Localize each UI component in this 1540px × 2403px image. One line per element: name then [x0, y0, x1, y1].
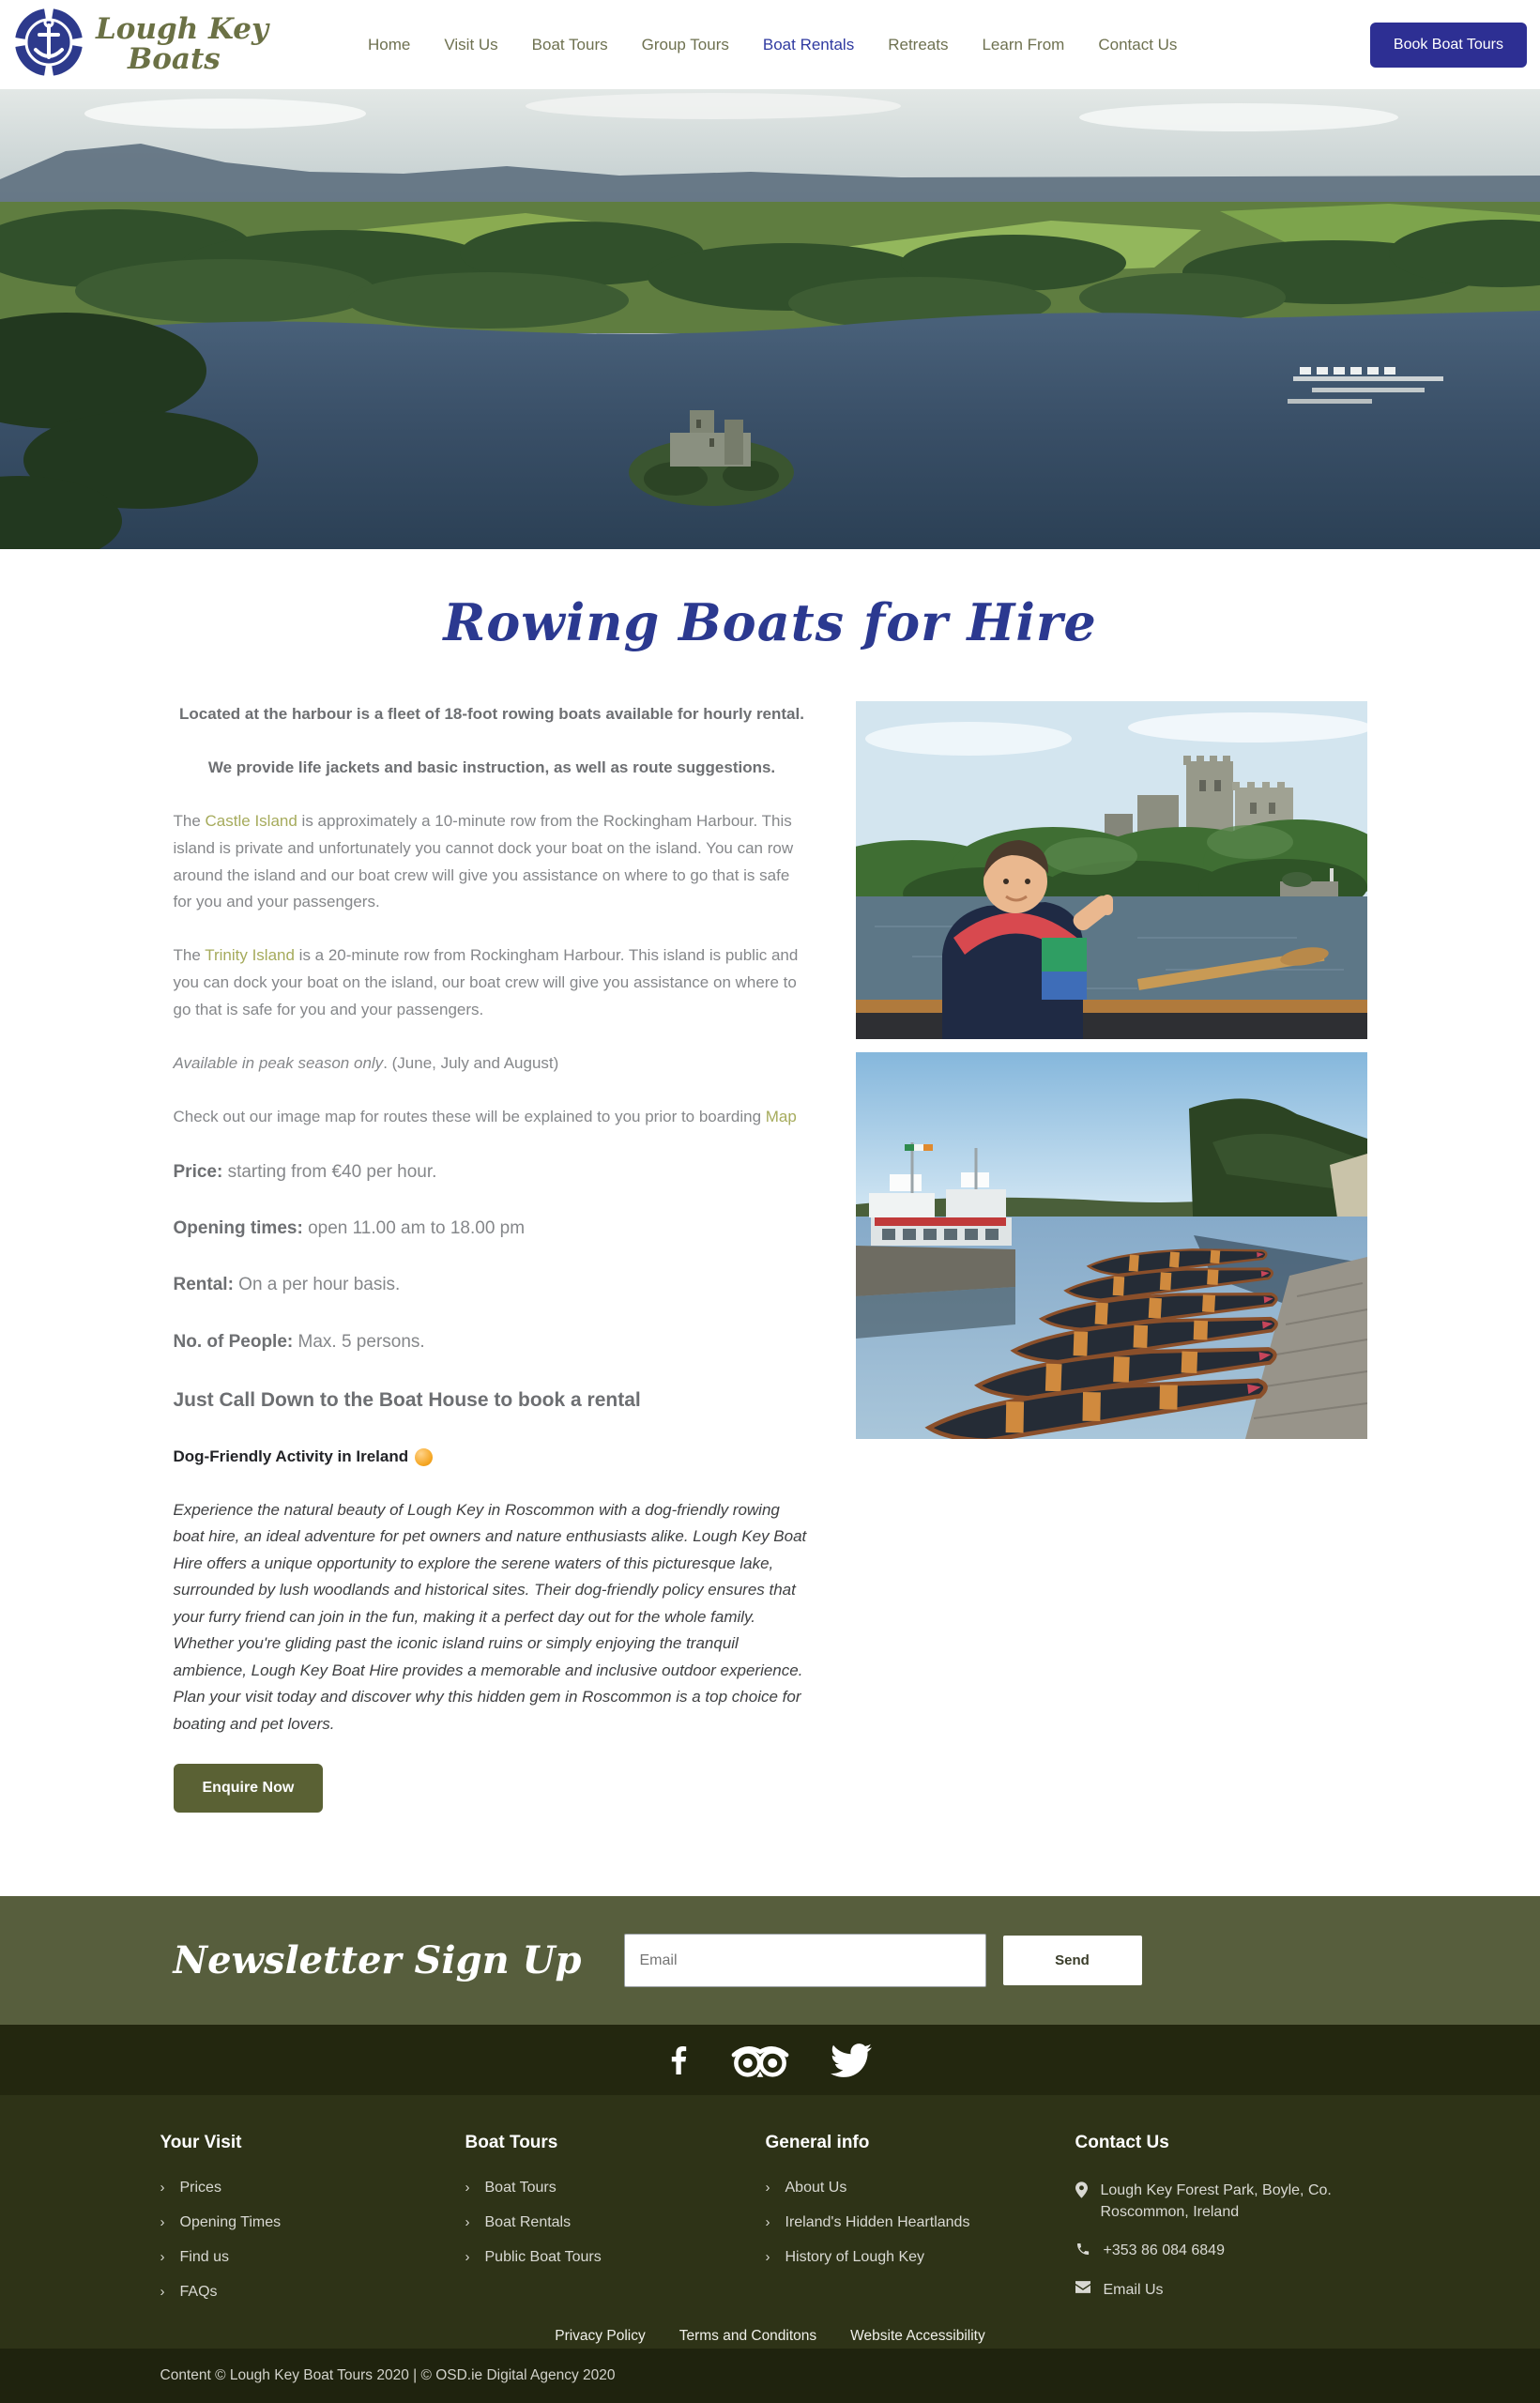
chevron-right-icon: › [765, 2249, 770, 2265]
chevron-right-icon: › [765, 2214, 770, 2230]
nav-item-learn-from[interactable]: Learn From [982, 35, 1065, 54]
site-footer [0, 2095, 1540, 2349]
footer-column-title: Your Visit [160, 2133, 242, 2152]
footer-column-boat-tours [465, 2133, 766, 2319]
dog-friendly-heading: Dog-Friendly Activity in Ireland [174, 1444, 811, 1471]
terms-link[interactable]: Terms and Conditons [679, 2328, 817, 2344]
nav-item-boat-tours[interactable]: Boat Tours [531, 35, 608, 54]
trinity-island-link[interactable]: Trinity Island [205, 946, 295, 965]
footer-column-general-info [766, 2133, 1075, 2319]
chevron-right-icon: › [465, 2249, 470, 2265]
newsletter-title: Newsletter Sign Up [173, 1938, 582, 1982]
page-title: Rowing Boats for Hire [443, 592, 1097, 652]
location-pin-icon [1075, 2181, 1088, 2198]
footer-link-faqs[interactable]: FAQs [179, 2284, 218, 2300]
trinity-island-paragraph: The Trinity Island is a 20-minute row from Rockingham Harbour. This island is public and you can dock your boat on the island, our boat crew will give you assistance on where to go that is safe for you and your passengers. [173, 946, 799, 1019]
logo-wordmark: Lough Key Boats [96, 11, 269, 76]
footer-link-about-us[interactable]: About Us [785, 2180, 847, 2196]
site-header [0, 0, 1540, 89]
footer-column-contact-us [1075, 2133, 1380, 2319]
fact-opening-times: Opening times: open 11.00 am to 18.00 pm [173, 1218, 526, 1239]
copyright-text: Content © Lough Key Boat Tours 2020 | © OSD.ie Digital Agency 2020 [160, 2367, 616, 2383]
nav-item-contact-us[interactable]: Contact Us [1098, 35, 1178, 54]
dog-emoji-icon [415, 1448, 433, 1466]
intro-line-1: Located at the harbour is a fleet of 18-foot rowing boats available for hourly rental. [179, 705, 804, 723]
intro-line-2: We provide life jackets and basic instruction, as well as route suggestions. [207, 758, 776, 776]
twitter-icon[interactable] [827, 2040, 876, 2081]
footer-link-find-us[interactable]: Find us [179, 2249, 229, 2265]
newsletter-send-button[interactable]: Send [1003, 1936, 1142, 1985]
contact-address: Lough Key Forest Park, Boyle, Co. Roscommon, Ireland [1075, 2180, 1380, 2223]
newsletter-email-input[interactable] [624, 1934, 986, 1987]
season-note: Available in peak season only. (June, July and August) [173, 1054, 559, 1073]
nav-item-visit-us[interactable]: Visit Us [444, 35, 498, 54]
chevron-right-icon: › [160, 2284, 165, 2300]
castle-island-paragraph: The Castle Island is approximately a 10-minute row from the Rockingham Harbour. This island is private and unfortunately you cannot dock your boat on the island. You can row around the island and our boat crew will give you assistance on where to go that is safe for you and your passengers. [173, 811, 794, 911]
newsletter-form [624, 1934, 1142, 1987]
dog-friendly-paragraph: Experience the natural beauty of Lough Key in Roscommon with a dog-friendly rowing boat hire, an ideal adventure for pet owners and nature enthusiasts alike. Lough Key Boat Hire offers a unique opportunity to explore the serene waters of this picturesque lake, surrounded by lush woodlands and historical sites. Their dog-friendly policy ensures that your furry friend can join in the fun, making it a perfect day out for the whole family. Whether you're gliding past the iconic island ruins or simply enjoying the tranquil ambience, Lough Key Boat Hire provides a memorable and inclusive outdoor experience. Plan your visit today and discover why this hidden gem in Roscommon is a top choice for boating and pet lovers. [173, 1500, 807, 1733]
footer-link-boat-tours[interactable]: Boat Tours [484, 2180, 557, 2196]
nav-item-retreats[interactable]: Retreats [888, 35, 949, 54]
chevron-right-icon: › [160, 2249, 165, 2265]
footer-column-title: Boat Tours [465, 2133, 558, 2152]
phone-icon [1075, 2242, 1090, 2257]
legal-links [0, 2328, 1540, 2345]
footer-link-prices[interactable]: Prices [179, 2180, 221, 2196]
copyright-bar [0, 2349, 1540, 2403]
envelope-icon [1075, 2281, 1090, 2293]
footer-column-your-visit [160, 2133, 465, 2319]
enquire-now-button[interactable]: Enquire Now [174, 1764, 324, 1813]
main-nav [368, 36, 1177, 54]
footer-link-history-lough-key[interactable]: History of Lough Key [785, 2249, 925, 2265]
chevron-right-icon: › [765, 2180, 770, 2196]
fact-people: No. of People: Max. 5 persons. [173, 1331, 425, 1352]
route-map-link[interactable]: Map [765, 1107, 797, 1125]
chevron-right-icon: › [160, 2214, 165, 2230]
nav-item-home[interactable]: Home [368, 35, 411, 54]
footer-column-title: Contact Us [1075, 2133, 1169, 2152]
photo-column [856, 701, 1367, 1439]
chevron-right-icon: › [465, 2180, 470, 2196]
contact-email[interactable]: Email Us [1075, 2279, 1380, 2301]
rental-info-text [174, 701, 811, 1813]
footer-link-boat-rentals[interactable]: Boat Rentals [484, 2214, 572, 2230]
footer-link-public-boat-tours[interactable]: Public Boat Tours [484, 2249, 602, 2265]
nav-item-group-tours[interactable]: Group Tours [641, 35, 729, 54]
accessibility-link[interactable]: Website Accessibility [850, 2328, 985, 2344]
chevron-right-icon: › [465, 2214, 470, 2230]
map-paragraph: Check out our image map for routes these will be explained to you prior to boarding Map [173, 1107, 797, 1125]
facebook-icon[interactable] [665, 2039, 694, 2082]
footer-link-hidden-heartlands[interactable]: Ireland's Hidden Heartlands [785, 2214, 970, 2230]
tripadvisor-icon[interactable] [731, 2039, 789, 2082]
privacy-policy-link[interactable]: Privacy Policy [555, 2328, 646, 2344]
social-links-band [0, 2025, 1540, 2095]
chevron-right-icon: › [160, 2180, 165, 2196]
nav-item-boat-rentals[interactable]: Boat Rentals [762, 35, 855, 54]
castle-island-link[interactable]: Castle Island [205, 811, 297, 830]
footer-column-title: General info [765, 2133, 870, 2152]
fact-rental: Rental: On a per hour basis. [173, 1275, 401, 1295]
newsletter-section [0, 1896, 1540, 2025]
footer-link-opening-times[interactable]: Opening Times [179, 2214, 282, 2230]
call-down-heading: Just Call Down to the Boat House to book a rental [173, 1388, 641, 1411]
main-content [0, 549, 1540, 1896]
anchor-lifebuoy-logo-icon [13, 7, 84, 83]
contact-phone[interactable]: +353 86 084 6849 [1075, 2240, 1380, 2261]
photo-rowing-boats-harbour [856, 1052, 1367, 1439]
hero-image [0, 89, 1540, 549]
photo-boy-rowing-castle [856, 701, 1367, 1039]
book-boat-tours-button[interactable]: Book Boat Tours [1370, 23, 1527, 68]
site-logo[interactable] [13, 7, 323, 83]
fact-price: Price: starting from €40 per hour. [173, 1161, 437, 1182]
